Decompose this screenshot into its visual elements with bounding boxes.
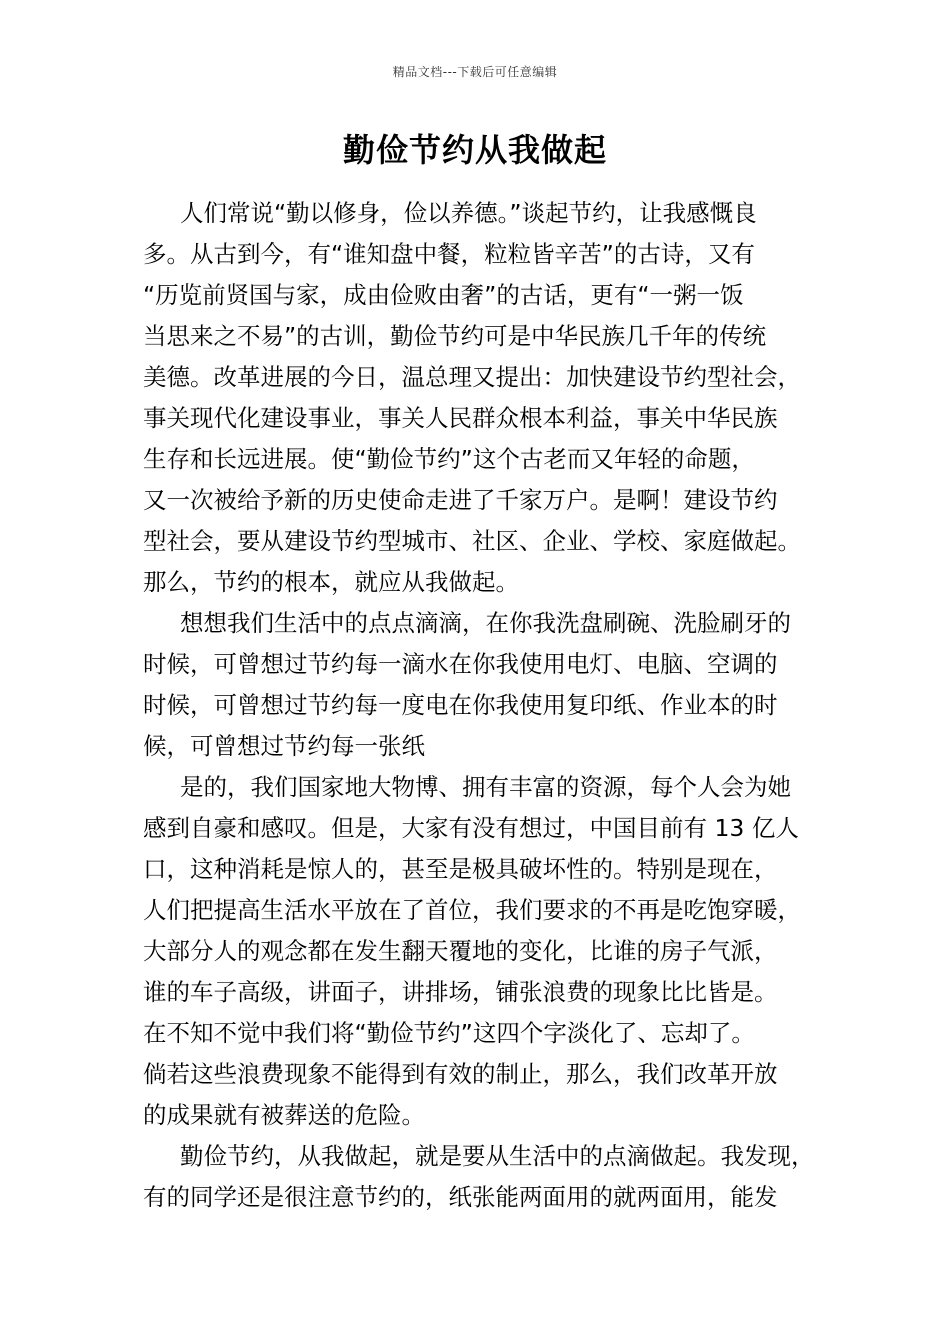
document-title: 勤俭节约从我做起: [342, 131, 607, 169]
paragraph: [143, 193, 823, 603]
text-line: 那么，节约的根本，就应从我做起。: [143, 568, 519, 596]
text-line: 人们常说“勤以修身，俭以养德。”谈起节约，让我感慨良: [180, 199, 757, 227]
text-line: 倘若这些浪费现象不能得到有效的制止，那么，我们改革开放: [143, 1060, 778, 1088]
text-line: 勤俭节约，从我做起，就是要从生活中的点滴做起。我发现，: [180, 1142, 815, 1170]
text-line: 又一次被给予新的历史使命走进了千家万户。是啊！建设节约: [143, 486, 778, 514]
header-note: 精品文档---下载后可任意编辑: [392, 65, 558, 79]
paragraph: [143, 603, 823, 767]
text-line: 的成果就有被葬送的危险。: [143, 1101, 425, 1129]
text-line: 人们把提高生活水平放在了首位，我们要求的不再是吃饱穿暖，: [143, 896, 801, 924]
text-line: 在不知不觉中我们将“勤俭节约”这四个字淡化了、忘却了。: [143, 1019, 755, 1047]
text-line: 大部分人的观念都在发生翻天覆地的变化，比谁的房子气派，: [143, 937, 778, 965]
text-line: 美德。改革进展的今日，温总理又提出：加快建设节约型社会，: [143, 363, 801, 391]
text-line: 有的同学还是很注意节约的，纸张能两面用的就两面用，能发: [143, 1183, 778, 1211]
document-body: [143, 193, 823, 1218]
text-line: 口，这种消耗是惊人的，甚至是极具破坏性的。特别是现在，: [143, 855, 778, 883]
text-line: “历览前贤国与家，成由俭败由奢”的古话，更有“一粥一饭: [143, 281, 744, 309]
text-line: 生存和长远进展。使“勤俭节约”这个古老而又年轻的命题，: [143, 445, 755, 473]
text-line: 事关现代化建设事业，事关人民群众根本利益，事关中华民族: [143, 404, 778, 432]
text-line: 多。从古到今，有“谁知盘中餐，粒粒皆辛苦”的古诗，又有: [143, 240, 755, 268]
text-line: 候，可曾想过节约每一张纸: [143, 732, 425, 760]
text-line: 感到自豪和感叹。但是，大家有没有想过，中国目前有 13 亿人: [143, 814, 799, 842]
text-line: 想想我们生活中的点点滴滴，在你我洗盘刷碗、洗脸刷牙的: [180, 609, 791, 637]
paragraph: [143, 1136, 823, 1218]
text-line: 型社会，要从建设节约型城市、社区、企业、学校、家庭做起。: [143, 527, 801, 555]
paragraph: [143, 767, 823, 1136]
text-line: 谁的车子高级，讲面子，讲排场，铺张浪费的现象比比皆是。: [143, 978, 778, 1006]
text-line: 当思来之不易”的古训，勤俭节约可是中华民族几千年的传统: [143, 322, 767, 350]
text-line: 时候，可曾想过节约每一度电在你我使用复印纸、作业本的时: [143, 691, 778, 719]
text-line: 时候，可曾想过节约每一滴水在你我使用电灯、电脑、空调的: [143, 650, 778, 678]
text-line: 是的，我们国家地大物博、拥有丰富的资源，每个人会为她: [180, 773, 791, 801]
